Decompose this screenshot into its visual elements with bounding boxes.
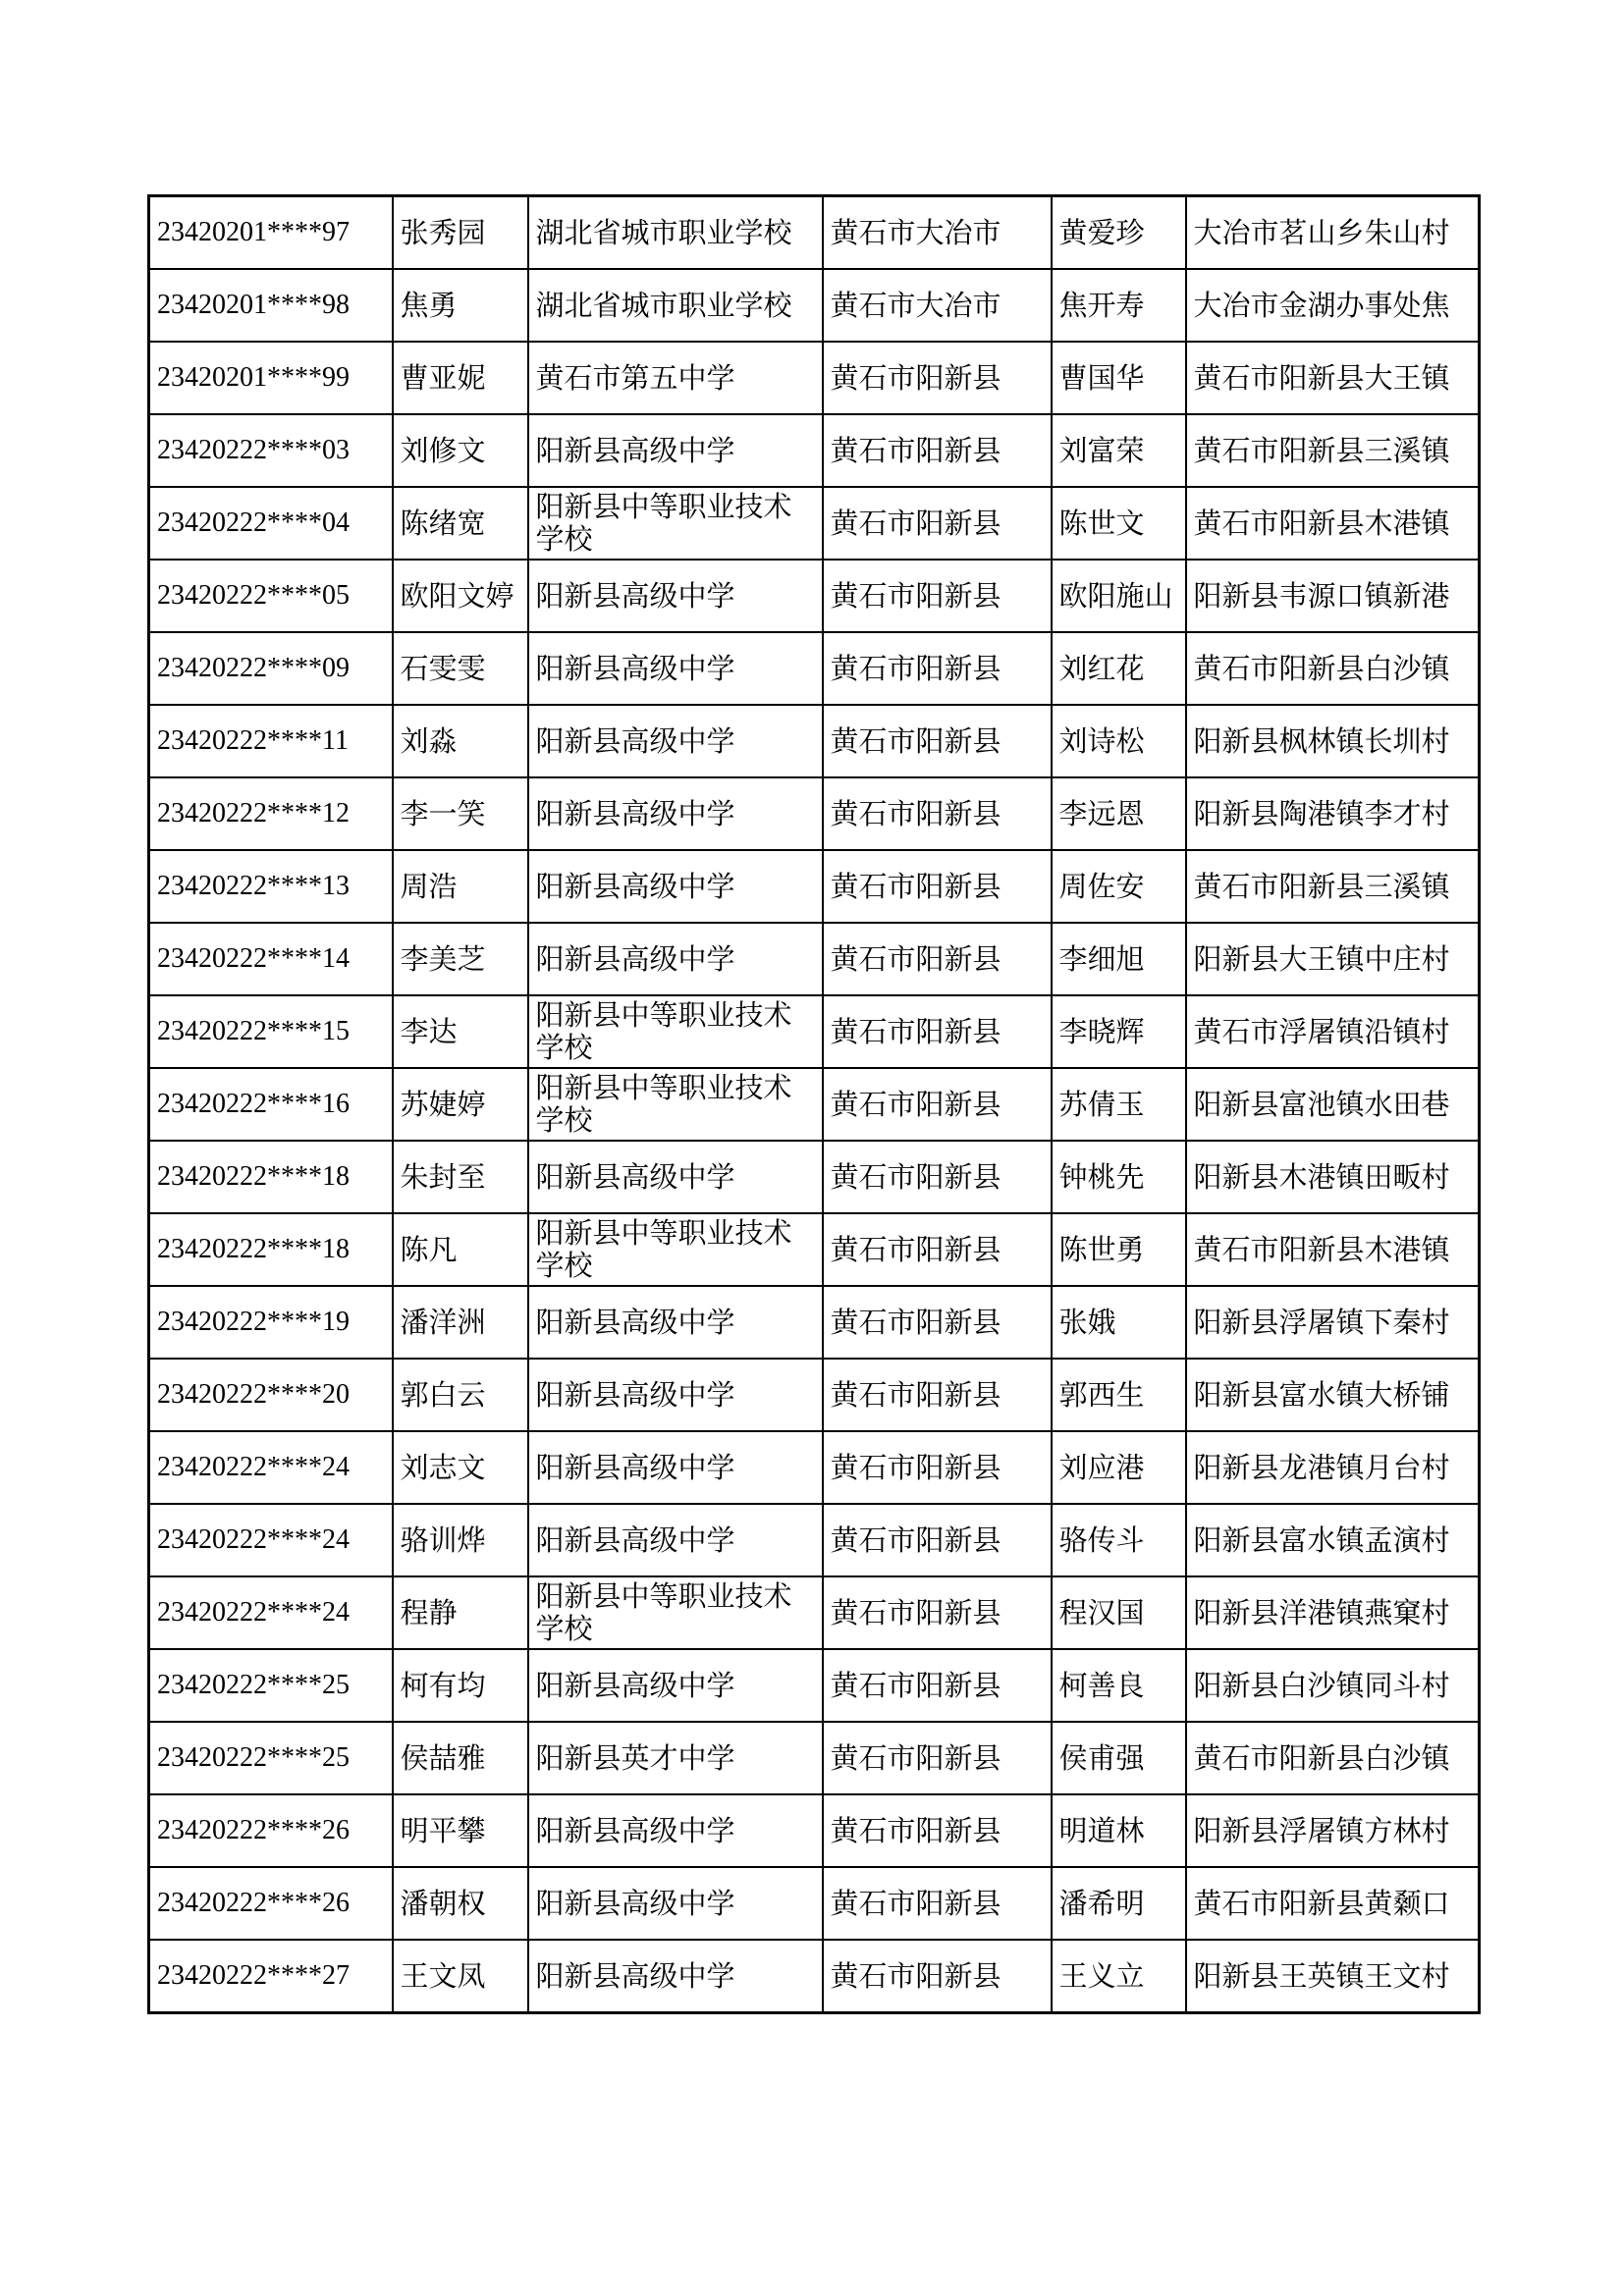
table-row [149,269,1480,342]
student-name-cell: 欧阳文婷 [393,560,528,632]
student-name-cell: 张秀园 [393,196,528,270]
address-cell: 阳新县木港镇田畈村 [1186,1141,1480,1213]
id-cell: 23420222****24 [149,1431,393,1504]
student-name-cell: 焦勇 [393,269,528,342]
address-cell: 阳新县白沙镇同斗村 [1186,1649,1480,1722]
guardian-name-cell: 刘应港 [1052,1431,1186,1504]
region-cell: 黄石市阳新县 [823,1068,1052,1141]
student-name-cell: 苏婕婷 [393,1068,528,1141]
id-cell: 23420222****26 [149,1867,393,1940]
id-cell: 23420222****18 [149,1141,393,1213]
table-row [149,1431,1480,1504]
id-cell: 23420201****97 [149,196,393,270]
address-cell: 黄石市阳新县三溪镇 [1186,414,1480,487]
region-cell: 黄石市阳新县 [823,342,1052,414]
guardian-name-cell: 周佐安 [1052,850,1186,923]
student-name-cell: 曹亚妮 [393,342,528,414]
school-cell: 阳新县高级中学 [528,1359,823,1431]
school-cell: 黄石市第五中学 [528,342,823,414]
guardian-name-cell: 柯善良 [1052,1649,1186,1722]
student-name-cell: 李一笑 [393,777,528,850]
table-row [149,342,1480,414]
school-cell: 阳新县中等职业技术学校 [528,1576,823,1649]
address-cell: 阳新县陶港镇李才村 [1186,777,1480,850]
student-name-cell: 刘淼 [393,705,528,777]
region-cell: 黄石市阳新县 [823,995,1052,1068]
table-row [149,1576,1480,1649]
student-name-cell: 潘洋洲 [393,1286,528,1359]
table-row [149,995,1480,1068]
table-row [149,1940,1480,2013]
region-cell: 黄石市阳新县 [823,487,1052,560]
school-cell: 阳新县高级中学 [528,850,823,923]
guardian-name-cell: 欧阳施山 [1052,560,1186,632]
table-row [149,1141,1480,1213]
student-name-cell: 郭白云 [393,1359,528,1431]
table-row [149,1504,1480,1576]
student-name-cell: 侯喆雅 [393,1722,528,1794]
school-cell: 阳新县高级中学 [528,1504,823,1576]
guardian-name-cell: 刘诗松 [1052,705,1186,777]
guardian-name-cell: 张娥 [1052,1286,1186,1359]
guardian-name-cell: 陈世文 [1052,487,1186,560]
guardian-name-cell: 李细旭 [1052,923,1186,995]
guardian-name-cell: 曹国华 [1052,342,1186,414]
region-cell: 黄石市阳新县 [823,1794,1052,1867]
student-name-cell: 李达 [393,995,528,1068]
school-cell: 阳新县中等职业技术学校 [528,1068,823,1141]
guardian-name-cell: 黄爱珍 [1052,196,1186,270]
student-name-cell: 陈绪宽 [393,487,528,560]
table-row [149,1867,1480,1940]
student-name-cell: 周浩 [393,850,528,923]
address-cell: 黄石市阳新县黄颡口 [1186,1867,1480,1940]
address-cell: 阳新县富水镇大桥铺 [1186,1359,1480,1431]
table-row [149,560,1480,632]
address-cell: 黄石市阳新县大王镇 [1186,342,1480,414]
table-row [149,632,1480,705]
student-name-cell: 朱封至 [393,1141,528,1213]
address-cell: 黄石市阳新县三溪镇 [1186,850,1480,923]
guardian-name-cell: 王义立 [1052,1940,1186,2013]
school-cell: 阳新县高级中学 [528,777,823,850]
school-cell: 阳新县高级中学 [528,1867,823,1940]
guardian-name-cell: 苏倩玉 [1052,1068,1186,1141]
table-row [149,1359,1480,1431]
id-cell: 23420222****24 [149,1576,393,1649]
guardian-name-cell: 潘希明 [1052,1867,1186,1940]
region-cell: 黄石市阳新县 [823,850,1052,923]
id-cell: 23420222****27 [149,1940,393,2013]
address-cell: 阳新县大王镇中庄村 [1186,923,1480,995]
region-cell: 黄石市阳新县 [823,777,1052,850]
school-cell: 阳新县高级中学 [528,1141,823,1213]
school-cell: 阳新县高级中学 [528,923,823,995]
table-row [149,414,1480,487]
school-cell: 阳新县高级中学 [528,1794,823,1867]
address-cell: 大冶市茗山乡朱山村 [1186,196,1480,270]
data-table [147,194,1481,2014]
school-cell: 阳新县高级中学 [528,1286,823,1359]
address-cell: 阳新县龙港镇月台村 [1186,1431,1480,1504]
address-cell: 黄石市阳新县木港镇 [1186,487,1480,560]
region-cell: 黄石市阳新县 [823,560,1052,632]
id-cell: 23420222****15 [149,995,393,1068]
guardian-name-cell: 刘富荣 [1052,414,1186,487]
table-row [149,1286,1480,1359]
guardian-name-cell: 李远恩 [1052,777,1186,850]
address-cell: 黄石市浮屠镇沿镇村 [1186,995,1480,1068]
address-cell: 阳新县枫林镇长圳村 [1186,705,1480,777]
id-cell: 23420222****18 [149,1213,393,1286]
id-cell: 23420222****25 [149,1649,393,1722]
address-cell: 黄石市阳新县木港镇 [1186,1213,1480,1286]
guardian-name-cell: 郭西生 [1052,1359,1186,1431]
student-name-cell: 石雯雯 [393,632,528,705]
student-name-cell: 骆训烨 [393,1504,528,1576]
table-row [149,196,1480,270]
region-cell: 黄石市阳新县 [823,1286,1052,1359]
guardian-name-cell: 焦开寿 [1052,269,1186,342]
guardian-name-cell: 陈世勇 [1052,1213,1186,1286]
student-name-cell: 刘志文 [393,1431,528,1504]
id-cell: 23420222****11 [149,705,393,777]
school-cell: 阳新县高级中学 [528,560,823,632]
address-cell: 阳新县富水镇孟演村 [1186,1504,1480,1576]
address-cell: 阳新县洋港镇燕窠村 [1186,1576,1480,1649]
school-cell: 阳新县高级中学 [528,632,823,705]
region-cell: 黄石市阳新县 [823,705,1052,777]
school-cell: 阳新县高级中学 [528,1431,823,1504]
school-cell: 湖北省城市职业学校 [528,196,823,270]
id-cell: 23420201****98 [149,269,393,342]
id-cell: 23420222****24 [149,1504,393,1576]
guardian-name-cell: 明道林 [1052,1794,1186,1867]
student-name-cell: 刘修文 [393,414,528,487]
region-cell: 黄石市阳新县 [823,1722,1052,1794]
address-cell: 阳新县富池镇水田巷 [1186,1068,1480,1141]
region-cell: 黄石市阳新县 [823,1504,1052,1576]
table-row [149,1722,1480,1794]
address-cell: 黄石市阳新县白沙镇 [1186,632,1480,705]
school-cell: 阳新县高级中学 [528,1940,823,2013]
region-cell: 黄石市阳新县 [823,1213,1052,1286]
id-cell: 23420222****25 [149,1722,393,1794]
student-name-cell: 陈凡 [393,1213,528,1286]
guardian-name-cell: 骆传斗 [1052,1504,1186,1576]
region-cell: 黄石市阳新县 [823,1867,1052,1940]
table-row [149,1213,1480,1286]
school-cell: 阳新县英才中学 [528,1722,823,1794]
id-cell: 23420222****20 [149,1359,393,1431]
address-cell: 阳新县王英镇王文村 [1186,1940,1480,2013]
id-cell: 23420222****03 [149,414,393,487]
table-row [149,777,1480,850]
id-cell: 23420222****16 [149,1068,393,1141]
student-name-cell: 李美芝 [393,923,528,995]
region-cell: 黄石市阳新县 [823,1141,1052,1213]
region-cell: 黄石市阳新县 [823,1940,1052,2013]
school-cell: 阳新县中等职业技术学校 [528,1213,823,1286]
table-row [149,1068,1480,1141]
address-cell: 大冶市金湖办事处焦 [1186,269,1480,342]
table-row [149,1794,1480,1867]
region-cell: 黄石市阳新县 [823,1649,1052,1722]
guardian-name-cell: 刘红花 [1052,632,1186,705]
student-name-cell: 程静 [393,1576,528,1649]
school-cell: 阳新县中等职业技术学校 [528,487,823,560]
region-cell: 黄石市阳新县 [823,1359,1052,1431]
table-row [149,487,1480,560]
id-cell: 23420222****14 [149,923,393,995]
student-name-cell: 明平攀 [393,1794,528,1867]
student-name-cell: 柯有均 [393,1649,528,1722]
region-cell: 黄石市阳新县 [823,414,1052,487]
id-cell: 23420222****13 [149,850,393,923]
table-row [149,923,1480,995]
id-cell: 23420222****05 [149,560,393,632]
guardian-name-cell: 钟桃先 [1052,1141,1186,1213]
student-name-cell: 王文凤 [393,1940,528,2013]
region-cell: 黄石市阳新县 [823,1576,1052,1649]
address-cell: 阳新县浮屠镇下秦村 [1186,1286,1480,1359]
region-cell: 黄石市阳新县 [823,923,1052,995]
address-cell: 阳新县浮屠镇方林村 [1186,1794,1480,1867]
id-cell: 23420222****12 [149,777,393,850]
region-cell: 黄石市大冶市 [823,196,1052,270]
school-cell: 阳新县高级中学 [528,705,823,777]
region-cell: 黄石市大冶市 [823,269,1052,342]
table-row [149,1649,1480,1722]
table-row [149,850,1480,923]
school-cell: 湖北省城市职业学校 [528,269,823,342]
address-cell: 阳新县韦源口镇新港 [1186,560,1480,632]
school-cell: 阳新县高级中学 [528,414,823,487]
guardian-name-cell: 李晓辉 [1052,995,1186,1068]
id-cell: 23420201****99 [149,342,393,414]
region-cell: 黄石市阳新县 [823,632,1052,705]
school-cell: 阳新县中等职业技术学校 [528,995,823,1068]
id-cell: 23420222****09 [149,632,393,705]
id-cell: 23420222****26 [149,1794,393,1867]
id-cell: 23420222****19 [149,1286,393,1359]
table-row [149,705,1480,777]
id-cell: 23420222****04 [149,487,393,560]
student-name-cell: 潘朝权 [393,1867,528,1940]
address-cell: 黄石市阳新县白沙镇 [1186,1722,1480,1794]
region-cell: 黄石市阳新县 [823,1431,1052,1504]
guardian-name-cell: 侯甫强 [1052,1722,1186,1794]
guardian-name-cell: 程汉国 [1052,1576,1186,1649]
school-cell: 阳新县高级中学 [528,1649,823,1722]
table-body [149,196,1480,2013]
